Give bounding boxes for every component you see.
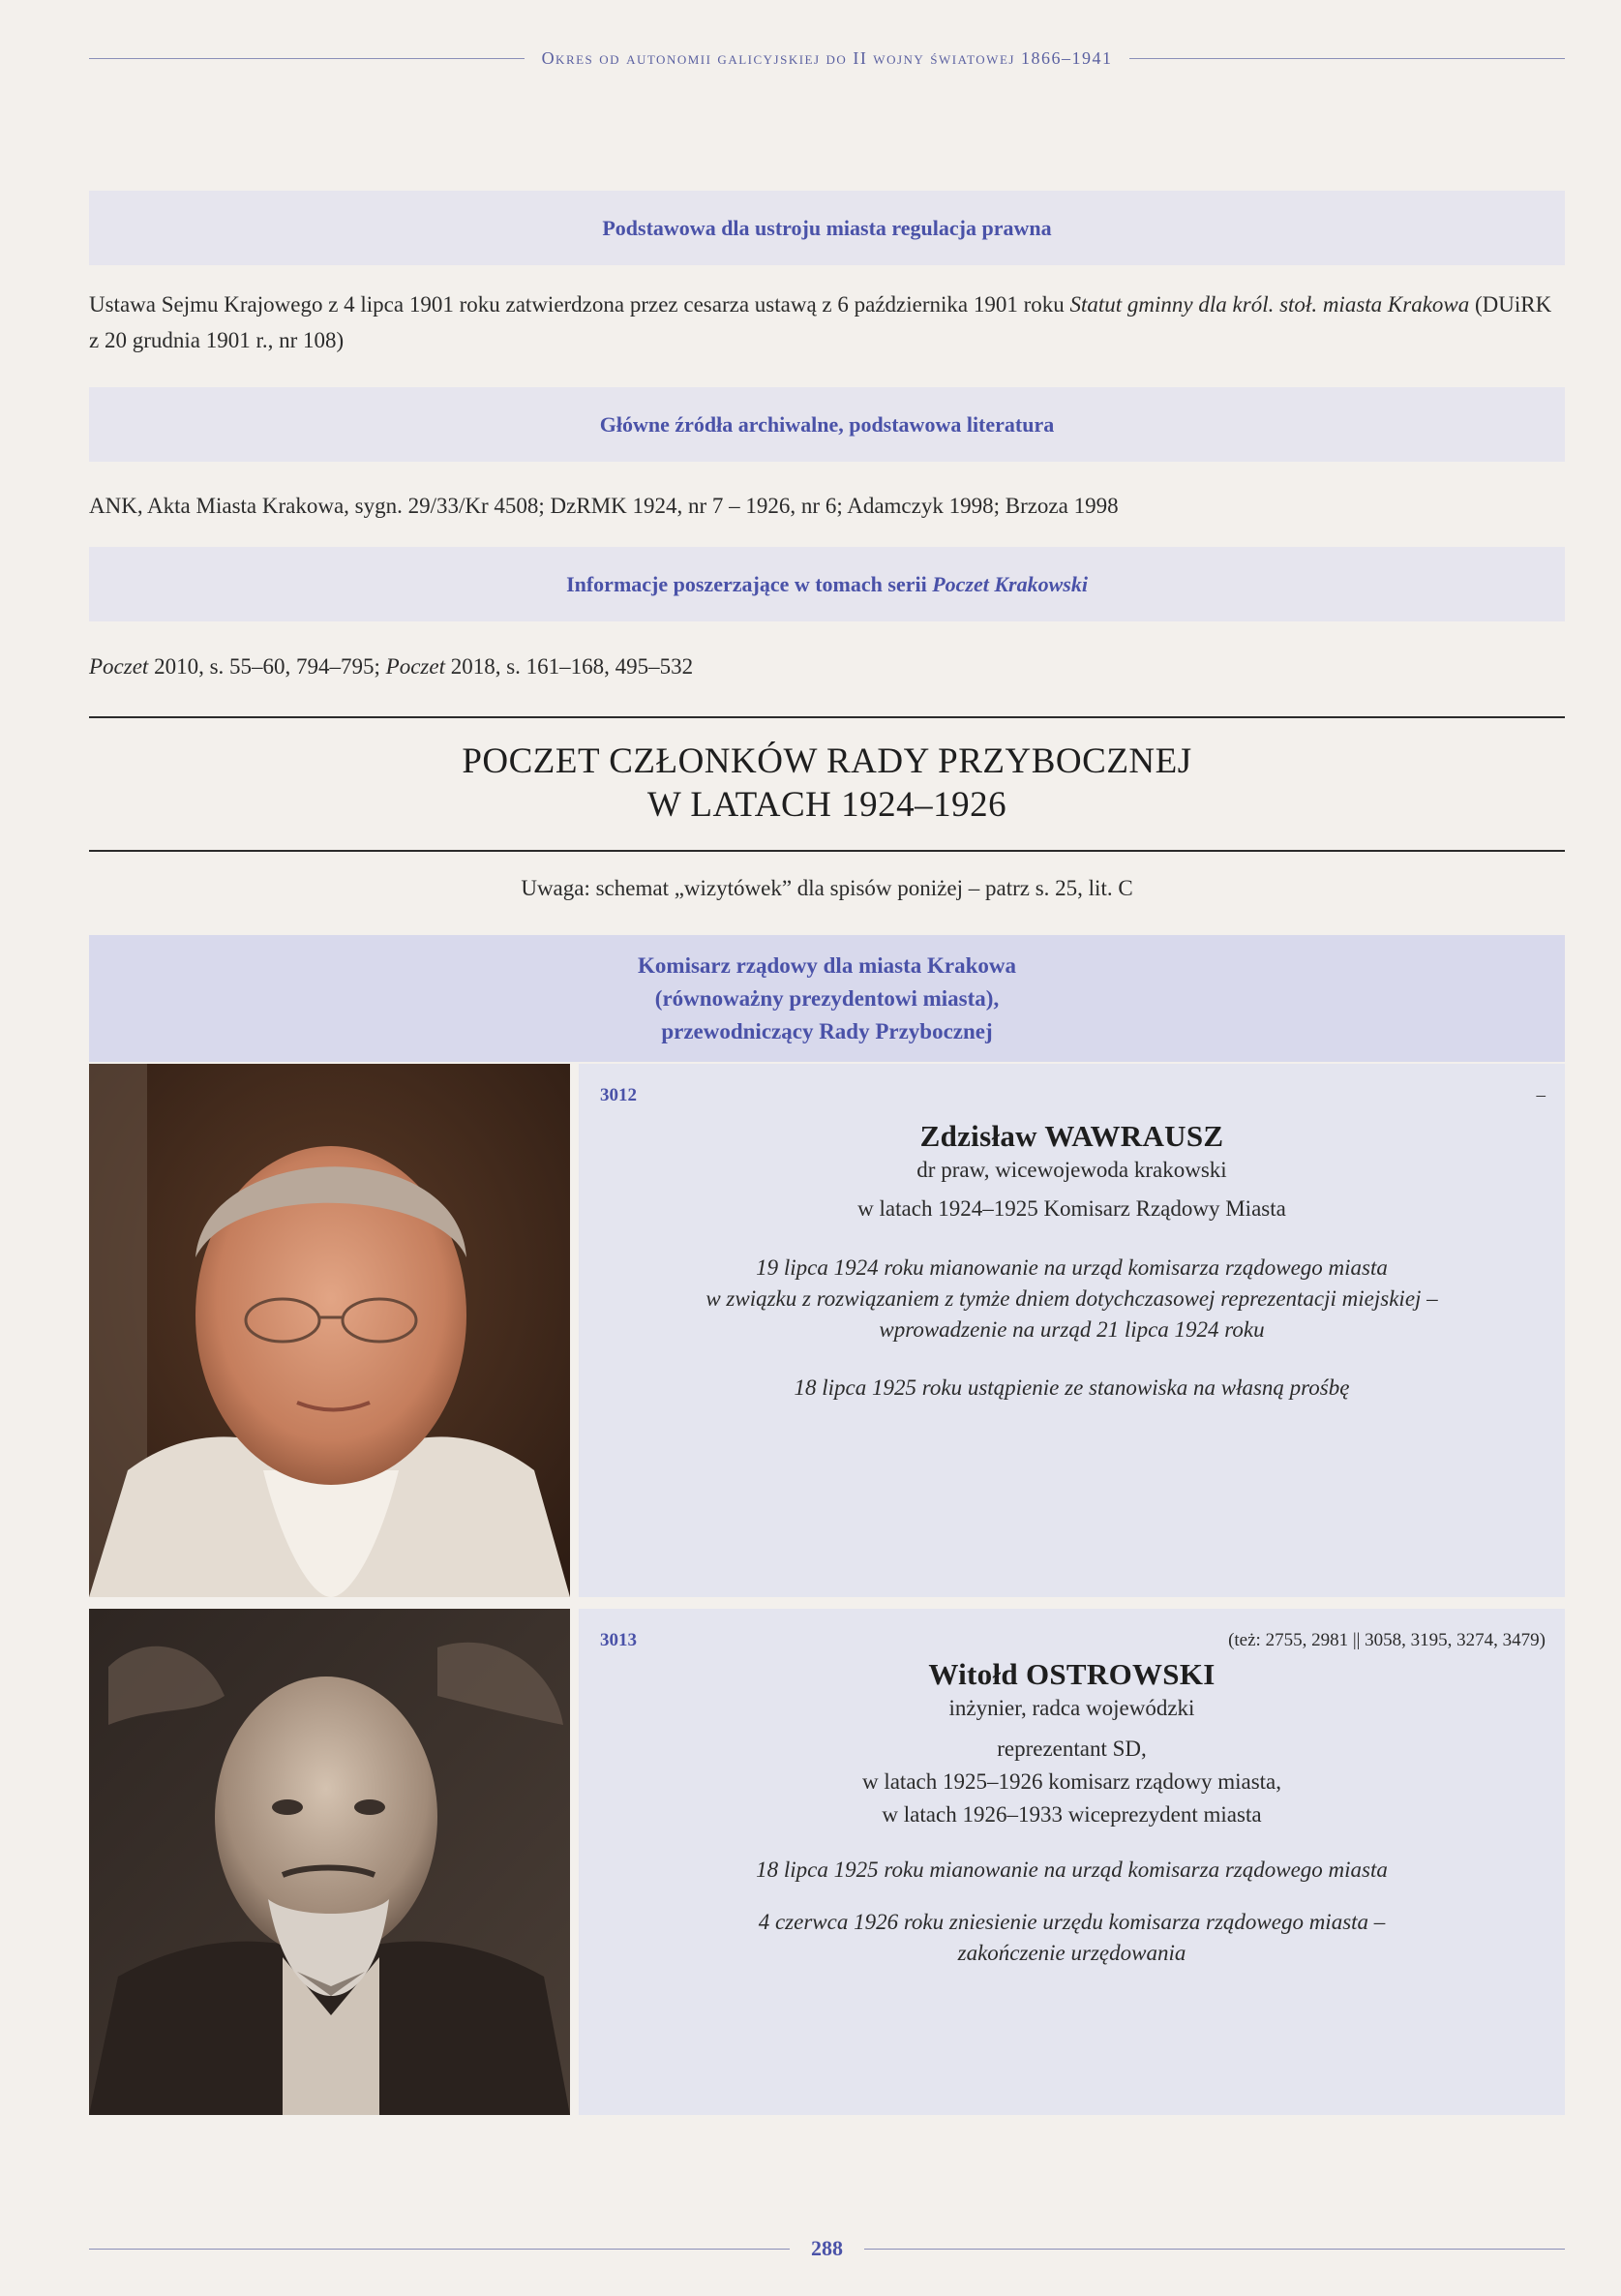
chapter-title-line1: POCZET CZŁONKÓW RADY PRZYBOCZNEJ — [462, 741, 1192, 781]
running-head-rule-left — [89, 58, 525, 59]
section-heading-sources — [89, 387, 1565, 462]
section-heading-text: Główne źródła archiwalne, podstawowa literatura — [599, 411, 1055, 437]
running-head — [89, 48, 1565, 69]
office-heading-line1: Komisarz rządowy dla miasta Krakowa — [638, 952, 1016, 978]
portrait-illustration — [89, 1064, 570, 1597]
title-rule-top — [89, 716, 1565, 718]
chapter-title — [89, 740, 1565, 827]
title-rule-bottom — [89, 850, 1565, 852]
person-function: w latach 1924–1925 Komisarz Rządowy Miasta — [857, 1196, 1286, 1221]
person-number: 3013 — [600, 1630, 637, 1650]
person-event-line: 18 lipca 1925 roku ustąpienie ze stanowiska na własną prośbę — [794, 1375, 1350, 1400]
person-first-name: Zdzisław — [919, 1119, 1037, 1153]
person-name — [579, 1657, 1565, 1692]
person-name — [579, 1119, 1565, 1154]
office-heading — [89, 935, 1565, 1062]
person-function: reprezentant SD, — [997, 1737, 1147, 1761]
section-heading-further-info — [89, 547, 1565, 621]
office-heading-line3: przewodniczący Rady Przybocznej — [661, 1018, 993, 1043]
further-info-heading-series: Poczet Krakowski — [932, 571, 1088, 596]
person-cross-references: (też: 2755, 2981 || 3058, 3195, 3274, 3479) — [1228, 1630, 1546, 1650]
sources-text: ANK, Akta Miasta Krakowa, sygn. 29/33/Kr 4508; DzRMK 1924, nr 7 – 1926, nr 6; Adamczyk 1998; Brzoza 1998 — [89, 494, 1119, 518]
person-cross-references: – — [1536, 1085, 1546, 1105]
person-event-line: 19 lipca 1924 roku mianowanie na urząd komisarza rządowego miasta — [756, 1255, 1388, 1280]
legal-regulation-text-a: Ustawa Sejmu Krajowego z 4 lipca 1901 roku zatwierdzona przez cesarza ustawą z 6 października 1901 roku — [89, 292, 1070, 317]
legal-regulation-text-c: (DUiRK z 20 grudnia 1901 r., nr 108) — [89, 292, 1552, 352]
person-occupation: inżynier, radca wojewódzki — [948, 1696, 1195, 1720]
page-footer — [89, 2236, 1565, 2261]
person-last-name: WAWRAUSZ — [1044, 1119, 1224, 1153]
further-info-t3: Poczet — [385, 654, 445, 679]
further-info-t4: 2018, s. 161–168, 495–532 — [444, 654, 694, 679]
running-head-text: Okres od autonomii galicyjskiej do II wojny światowej 1866–1941 — [541, 48, 1113, 68]
footer-rule-right — [864, 2249, 1565, 2250]
portrait-photo-ostrowski — [89, 1609, 570, 2115]
page-number: 288 — [811, 2236, 843, 2260]
section-heading-legal-regulation — [89, 191, 1565, 265]
person-last-name: OSTROWSKI — [1025, 1657, 1216, 1691]
legal-regulation-text — [89, 287, 1565, 358]
person-card-3013 — [579, 1609, 1565, 2115]
office-heading-line2: (równoważny prezydentowi miasta), — [654, 985, 1000, 1011]
person-function: w latach 1925–1926 komisarz rządowy miasta, — [861, 1769, 1282, 1794]
portrait-illustration — [89, 1609, 570, 2115]
legal-regulation-statute-title: Statut gminny dla król. stoł. miasta Krakowa — [1069, 292, 1470, 317]
further-info-heading-a: Informacje poszerzające w tomach serii — [566, 571, 927, 596]
schema-note: Uwaga: schemat „wizytówek” dla spisów poniżej – patrz s. 25, lit. C — [521, 876, 1133, 900]
footer-rule-left — [89, 2249, 790, 2250]
person-event-line: zakończenie urzędowania — [957, 1941, 1186, 1965]
person-event-line: 4 czerwca 1926 roku zniesienie urzędu komisarza rządowego miasta – — [758, 1910, 1386, 1934]
further-info-text — [89, 649, 1565, 684]
person-first-name: Witołd — [928, 1657, 1018, 1691]
person-event-line: 18 lipca 1925 roku mianowanie na urząd komisarza rządowego miasta — [756, 1858, 1388, 1882]
person-occupation: dr praw, wicewojewoda krakowski — [916, 1158, 1227, 1182]
person-event-line: wprowadzenie na urząd 21 lipca 1924 roku — [879, 1317, 1265, 1342]
chapter-title-line2: W LATACH 1924–1926 — [646, 785, 1007, 825]
further-info-t1: Poczet — [89, 654, 149, 679]
portrait-photo-wawrausz — [89, 1064, 570, 1597]
person-card-3012 — [579, 1064, 1565, 1597]
running-head-rule-right — [1129, 58, 1565, 59]
person-event-line: w związku z rozwiązaniem z tymże dniem dotychczasowej reprezentacji miejskiej – — [705, 1286, 1438, 1311]
further-info-t2: 2010, s. 55–60, 794–795; — [148, 654, 386, 679]
person-number: 3012 — [600, 1085, 637, 1105]
person-function: w latach 1926–1933 wiceprezydent miasta — [882, 1802, 1262, 1827]
section-heading-text: Podstawowa dla ustroju miasta regulacja prawna — [602, 215, 1052, 240]
